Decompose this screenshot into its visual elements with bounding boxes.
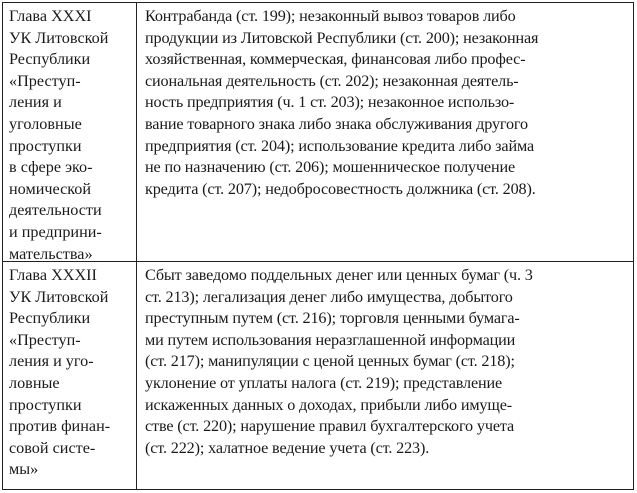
crimes-line: сиональная деятельность (ст. 202); незаконная деятель- <box>145 71 519 90</box>
chapter-line: ловные <box>9 373 60 392</box>
chapter-line: проступки <box>9 395 82 414</box>
crimes-line: ность предприятия (ч. 1 ст. 203); незаконное использо- <box>145 93 515 112</box>
chapter-line: УК Литовской <box>9 287 109 306</box>
crimes-line: хозяйственная, коммерческая, финансовая либо профес- <box>145 50 526 69</box>
crimes-line: не по назначению (ст. 206); мошенническое получение <box>145 158 516 177</box>
crimes-line: предприятия (ст. 204); использование кредита либо займа <box>145 136 534 155</box>
chapter-line: Республики <box>9 50 91 69</box>
chapter-cell <box>3 262 136 489</box>
chapter-line: совой систе- <box>9 438 96 457</box>
chapter-line: УК Литовской <box>9 28 109 47</box>
chapter-line: против финан- <box>9 417 111 436</box>
crimes-cell <box>138 262 633 489</box>
crimes-line: Контрабанда (ст. 199); незаконный вывоз товаров либо <box>145 7 516 25</box>
table-row <box>3 3 633 262</box>
column-divider <box>136 3 137 261</box>
chapter-line: Глава XXXII <box>9 266 97 284</box>
chapter-line: «Преступ- <box>9 330 81 349</box>
crimes-line: (ст. 217); манипуляции с ценой ценных бумаг (ст. 218); <box>145 352 515 371</box>
crimes-line: ми путем использования неразглашенной информации <box>145 330 516 349</box>
crimes-line: стве (ст. 220); нарушение правил бухгалтерского учета <box>145 417 515 436</box>
crimes-line: продукции из Литовской Республики (ст. 200); незаконная <box>145 28 539 47</box>
crimes-line: Сбыт заведомо поддельных денег или ценных бумаг (ч. 3 <box>145 266 533 284</box>
crimes-line: ст. 213); легализация денег либо имущества, добытого <box>145 287 513 306</box>
chapter-line: мательства» <box>9 244 93 263</box>
crimes-line: (ст. 222); халатное ведение учета (ст. 223). <box>145 438 430 457</box>
table-row <box>3 262 633 489</box>
legal-table <box>2 2 634 490</box>
chapter-cell <box>3 3 136 261</box>
crimes-cell <box>138 3 633 261</box>
chapter-line: в сфере эко- <box>9 158 93 177</box>
chapter-line: мы» <box>9 460 39 479</box>
chapter-line: деятельности <box>9 201 102 220</box>
crimes-line: уклонение от уплаты налога (ст. 219); представление <box>145 373 503 392</box>
chapter-line: ления и <box>9 93 62 112</box>
chapter-line: уголовные <box>9 114 82 133</box>
chapter-line: «Преступ- <box>9 71 81 90</box>
crimes-line: вание товарного знака либо знака обслуживания другого <box>145 114 528 133</box>
chapter-line: проступки <box>9 136 82 155</box>
chapter-line: и предприни- <box>9 222 102 241</box>
chapter-line: ления и уго- <box>9 352 94 371</box>
crimes-line: преступным путем (ст. 216); торговля ценными бумага- <box>145 309 520 328</box>
column-divider <box>136 262 137 489</box>
chapter-line: Республики <box>9 309 91 328</box>
crimes-line: искаженных данных о доходах, прибыли либо имуще- <box>145 395 512 414</box>
chapter-line: Глава XXXI <box>9 7 92 25</box>
crimes-line: кредита (ст. 207); недобросовестность должника (ст. 208). <box>145 179 536 198</box>
chapter-line: номической <box>9 179 92 198</box>
